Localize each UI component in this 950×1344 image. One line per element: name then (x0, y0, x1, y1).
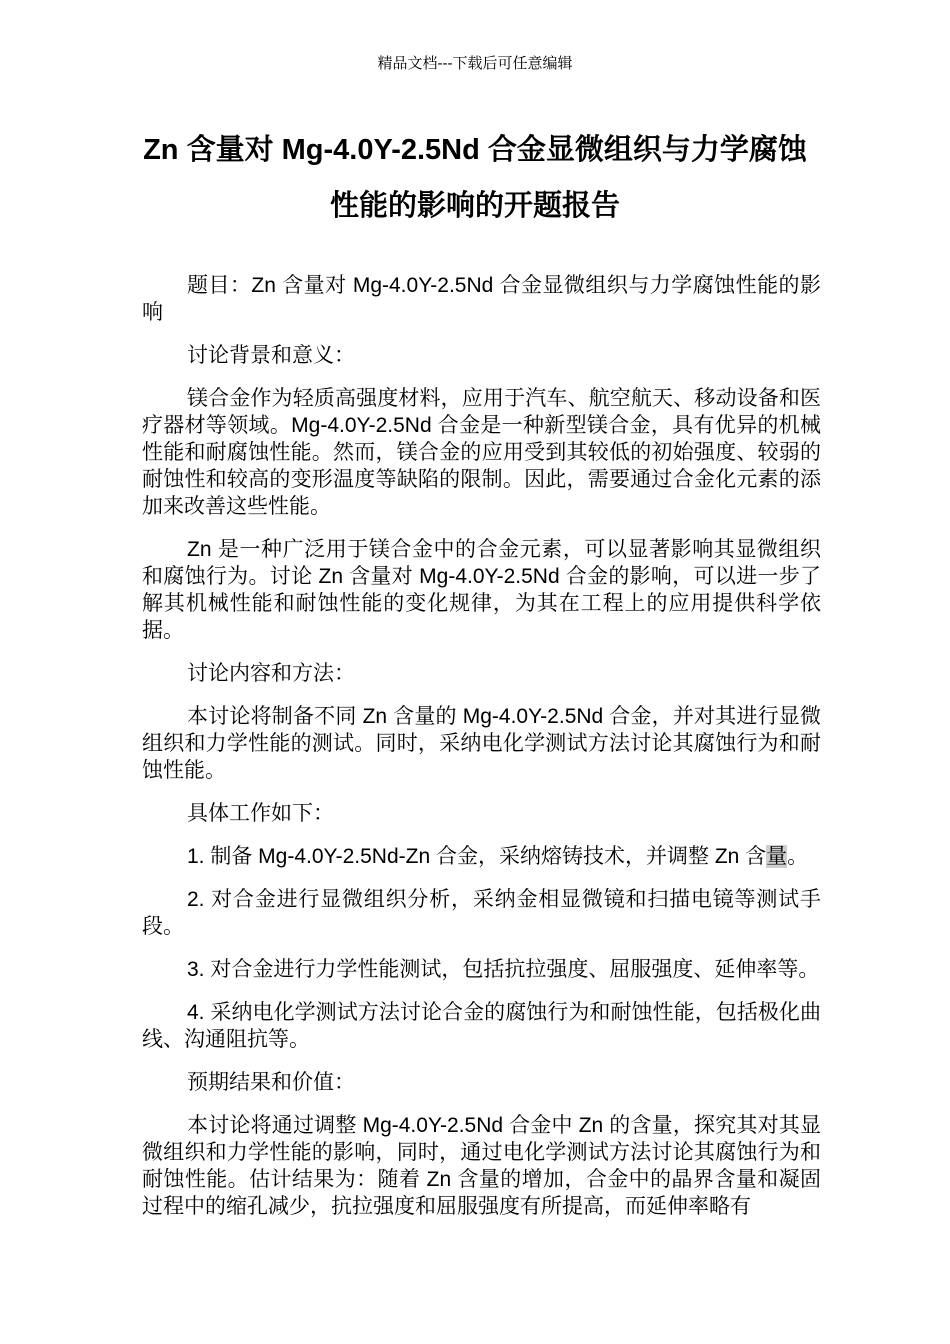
text-run: 4. 采纳电化学测试方法讨论合金的腐蚀行为和耐蚀性能，包括极化曲线、沟通阻抗等。 (142, 1001, 821, 1051)
text-run: 讨论背景和意义： (187, 344, 355, 367)
paragraph (142, 1069, 821, 1096)
paragraph (142, 800, 821, 827)
paragraph (142, 660, 821, 687)
text-run: 本讨论将制备不同 Zn 含量的 Mg-4.0Y-2.5Nd 合金，并对其进行显微组织和力学性能的测试。同时，采纳电化学测试方法讨论其腐蚀行为和耐蚀性能。 (142, 705, 821, 782)
text-run: 预期结果和价值： (187, 1071, 355, 1094)
text-run: 2. 对合金进行显微组织分析，采纳金相显微镜和扫描电镜等测试手段。 (142, 888, 821, 938)
text-run: 具体工作如下： (187, 802, 334, 825)
document-title-line-2: 性能的影响的开题报告 (329, 190, 620, 222)
text-run: Zn 是一种广泛用于镁合金中的合金元素，可以显著影响其显微组织和腐蚀行为。讨论 Zn 含量对 Mg-4.0Y-2.5Nd 合金的影响，可以进一步了解其机械性能和耐蚀性能的变化规律，为其在工程上的应用提供科学依据。 (142, 538, 821, 642)
paragraph (142, 703, 821, 784)
text-run: 。 (787, 845, 809, 868)
text-run: 镁合金作为轻质高强度材料，应用于汽车、航空航天、移动设备和医疗器材等领域。Mg-4.0Y-2.5Nd 合金是一种新型镁合金，具有优异的机械性能和耐腐蚀性能。然而，镁合金的应用受到其较低的初始强度、较弱的耐蚀性和较高的变形温度等缺陷的限制。因此，需要通过合金化元素的添加来改善这些性能。 (142, 387, 821, 518)
document-title-line-1: Zn 含量对 Mg-4.0Y-2.5Nd 合金显微组织与力学腐蚀 (143, 134, 807, 166)
paragraph (142, 342, 821, 369)
text-run: 1. 制备 Mg-4.0Y-2.5Nd-Zn 合金，采纳熔铸技术，并调整 Zn 含 (187, 845, 767, 868)
text-run: 本讨论将通过调整 Mg-4.0Y-2.5Nd 合金中 Zn 的含量，探究其对其显微组织和力学性能的影响，同时，通过电化学测试方法讨论其腐蚀行为和耐蚀性能。估计结果为：随着 Zn 含量的增加，合金中的晶界含量和凝固过程中的缩孔减少，抗拉强度和屈服强度有所提高，而延伸率略有 (142, 1114, 821, 1218)
document-title (60, 122, 890, 234)
text-run: 讨论内容和方法： (187, 662, 355, 685)
text-run: 3. 对合金进行力学性能测试，包括抗拉强度、屈服强度、延伸率等。 (187, 958, 820, 981)
page-header-note: 精品文档---下载后可任意编辑 (377, 55, 573, 72)
paragraph (142, 272, 821, 326)
highlighted-text-run: 量 (766, 845, 788, 868)
document-body (142, 272, 821, 1220)
paragraph (142, 385, 821, 520)
paragraph (142, 886, 821, 940)
paragraph (142, 956, 821, 983)
paragraph (142, 536, 821, 644)
paragraph (142, 999, 821, 1053)
text-run: 题目：Zn 含量对 Mg-4.0Y-2.5Nd 合金显微组织与力学腐蚀性能的影响 (142, 274, 821, 324)
paragraph (142, 843, 821, 870)
paragraph (142, 1112, 821, 1220)
